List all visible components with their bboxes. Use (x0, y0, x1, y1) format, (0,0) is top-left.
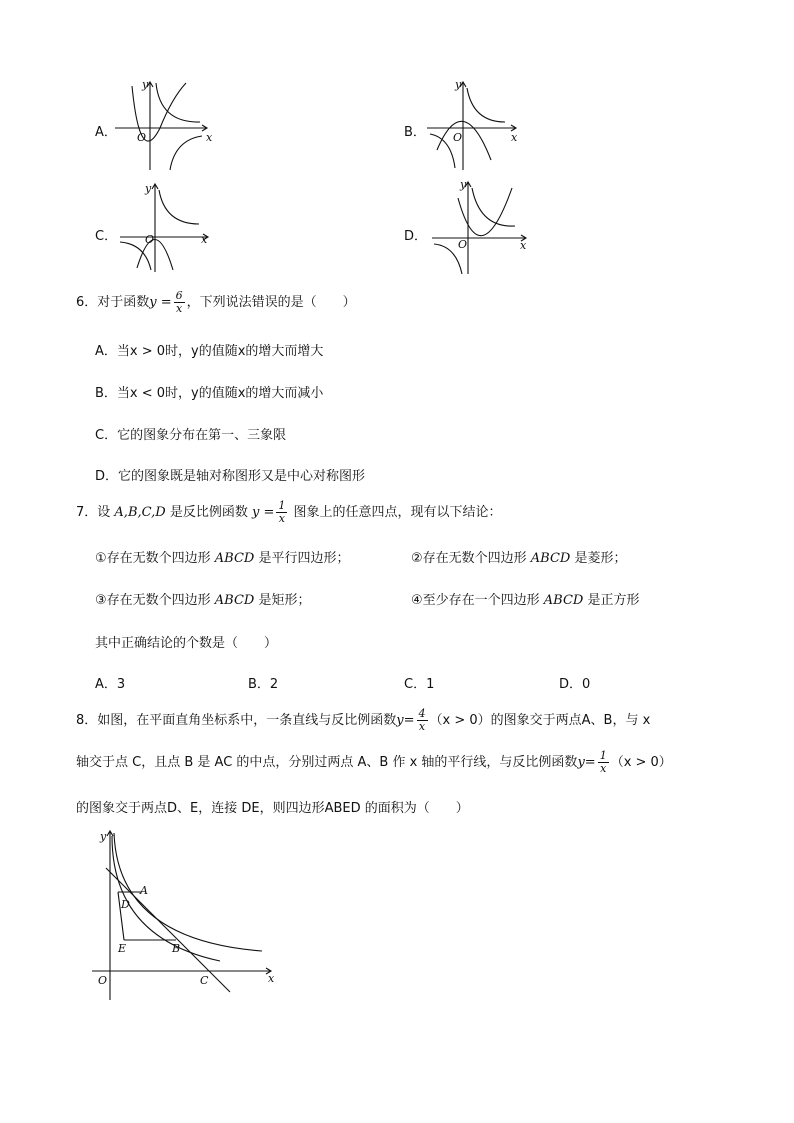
q7-c3-abcd: ABCD (214, 593, 255, 608)
q7-c2-end: 是菱形； (574, 551, 627, 566)
q5-graph-a (110, 78, 220, 173)
q7-c4-end: 是正方形 (587, 593, 640, 608)
q5d-x-label: x (520, 239, 527, 252)
q8-fraction-2 (598, 750, 609, 775)
q7-stem (76, 500, 502, 525)
q8-line-2 (76, 750, 672, 775)
q8-fraction2-den: x (600, 762, 607, 775)
q6-option-a: A．当x > 0时，y的值随x的增大而增大 (95, 344, 324, 359)
q5-graph-d (420, 178, 535, 278)
q8-fraction2-num: 1 (599, 749, 607, 762)
q7-fraction-den: x (278, 512, 285, 525)
q5-option-d-label: D． (404, 229, 428, 244)
q5-option-a-label: A． (95, 125, 117, 140)
q5b-x-label: x (511, 131, 518, 144)
q8-fig-o-label: O (98, 974, 108, 987)
q7-points: A,B,C,D (114, 505, 166, 520)
q7-c1-abcd: ABCD (214, 551, 255, 566)
q8-line1-suffix: 的图象交于两点A、B，与 x (490, 713, 651, 728)
q8-fig-d-label: D (121, 898, 130, 911)
q8-fraction1-num: 4 (418, 707, 426, 720)
q6-stem (76, 290, 356, 315)
q7-stem-suffix: 图象上的任意四点，现有以下结论： (293, 505, 502, 520)
q7-c4-abcd: ABCD (543, 593, 584, 608)
q6-fraction-num: 6 (175, 289, 183, 302)
q7-stem-mid: 是反比例函数 (169, 505, 248, 520)
q8-fig-c-label: C (200, 974, 209, 987)
q7-option-c: C．1 (404, 677, 435, 692)
q5b-y-label: y (455, 78, 462, 91)
q8-fn2-lhs: y= (577, 755, 596, 770)
q5a-y-label: y (142, 78, 149, 91)
q7-fn-lhs: y = (251, 505, 275, 520)
q8-fn1-lhs: y= (396, 713, 415, 728)
q7-option-b: B．2 (248, 677, 279, 692)
q6-option-b: B．当x < 0时，y的值随x的增大而减小 (95, 386, 324, 401)
q7-conclusion-3 (95, 589, 311, 608)
q5-option-c-label: C． (95, 229, 118, 244)
q6-fraction (174, 290, 185, 315)
q8-line2-prefix: 轴交于点 C，且点 B 是 AC 的中点，分别过两点 A、B 作 x 轴的平行线，与反比例函数 (76, 755, 578, 770)
q8-fig-a-label: A (140, 884, 148, 897)
q5a-o-label: O (137, 131, 147, 144)
q7-conclusion-2 (411, 547, 627, 566)
q5-graph-b (415, 78, 525, 173)
q7-option-a: A．3 (95, 677, 126, 692)
q7-stem-prefix: 7．设 (76, 505, 111, 520)
q8-figure (90, 828, 290, 1008)
q8-fig-y-label: y (100, 830, 107, 843)
q7-c2-text: ②存在无数个四边形 (411, 551, 527, 566)
q7-fraction (276, 500, 287, 525)
q5d-y-label: y (460, 178, 467, 191)
q7-conclusion-1 (95, 547, 350, 566)
q5d-o-label: O (458, 238, 468, 251)
q7-c3-text: ③存在无数个四边形 (95, 593, 211, 608)
q5-graph-c (115, 180, 225, 275)
q5c-o-label: O (145, 233, 155, 246)
q8-fig-b-label: B (172, 942, 181, 955)
q6-fn-lhs: y = (149, 295, 172, 310)
q6-stem-suffix: ，下列说法错误的是（ ） (186, 295, 356, 310)
q7-conclusion-4 (411, 589, 640, 608)
q7-ask: 其中正确结论的个数是（ ） (95, 636, 278, 651)
q7-c3-end: 是矩形； (258, 593, 311, 608)
q6-option-c: C．它的图象分布在第一、三象限 (95, 428, 287, 443)
q7-c1-end: 是平行四边形； (258, 551, 350, 566)
q8-fig-e-label: E (118, 942, 127, 955)
q5-option-b-label: B． (404, 125, 426, 140)
q7-option-d: D．0 (559, 677, 591, 692)
q5c-x-label: x (201, 233, 208, 246)
q8-line-1 (76, 708, 650, 733)
q8-domain-1: （x > 0） (429, 713, 491, 728)
q7-c1-text: ①存在无数个四边形 (95, 551, 211, 566)
q8-fraction-1 (417, 708, 428, 733)
q8-domain-2: （x > 0） (610, 755, 672, 770)
q7-fraction-num: 1 (278, 499, 286, 512)
q5a-x-label: x (206, 131, 213, 144)
q8-fig-x-label: x (268, 972, 275, 985)
q8-line1-prefix: 8．如图，在平面直角坐标系中，一条直线与反比例函数 (76, 713, 397, 728)
q8-line-3: 的图象交于两点D、E，连接 DE，则四边形ABED 的面积为（ ） (76, 801, 469, 816)
q6-fraction-den: x (176, 302, 183, 315)
q6-stem-prefix: 6．对于函数 (76, 295, 150, 310)
q7-c4-text: ④至少存在一个四边形 (411, 593, 540, 608)
q5c-y-label: y (145, 182, 152, 195)
q5b-o-label: O (453, 131, 463, 144)
q8-fraction1-den: x (418, 720, 426, 733)
q6-option-d: D．它的图象既是轴对称图形又是中心对称图形 (95, 469, 366, 484)
q7-c2-abcd: ABCD (530, 551, 571, 566)
